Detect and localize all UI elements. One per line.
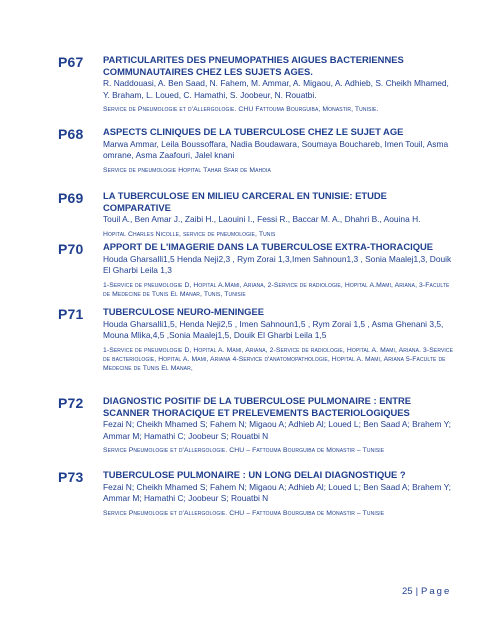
abstract-affiliation: 1-Service de pneumologie D, Hopital A.Mami, Ariana, 2-Service de radiologie, Hopital A.Mami, Ariana, 3-Faculte de Medecine de Tunis El Manar, Tunis, Tunisie — [103, 281, 450, 298]
abstract-affiliation: Service de Pneumologie et d'Allergologie. CHU Fattouma Bourguiba, Monastir, Tunisie. — [103, 106, 379, 113]
abstract-title: TUBERCULOSE NEURO-MENINGEE — [103, 306, 264, 317]
abstract-code: P71 — [58, 306, 84, 322]
abstract-authors: Houda Gharsalli1,5, Henda Neji2,5 , Imen Sahnoun1,5 , Rym Zorai 1,5 , Asma Ghenani 3,5, Mouna Mlika,4,5 ,Sonia Maalej1,5, Douik El Gharbi Leila 1,5 — [103, 318, 444, 340]
abstract-authors: Fezai N; Cheikh Mhamed S; Fahem N; Migaou A; Adhieb Al; Loued L; Ben Saad A; Brahem Y; Ammar M; Hamathi C; Joobeur S; Rouatbi N — [103, 419, 451, 441]
abstract-code: P73 — [58, 469, 84, 485]
page-footer — [402, 586, 451, 597]
page-number: 25 — [402, 586, 413, 597]
abstract-authors: Houda Gharsalli1,5 Henda Neji2,3 , Rym Zorai 1,3,Imen Sahnoun1,3 , Sonia Maalej1,3, Douik El Gharbi Leila 1,3 — [103, 253, 452, 275]
abstract-code: P68 — [58, 126, 84, 142]
abstract-authors: Touil A., Ben Amar J., Zaibi H., Laouini I., Fessi R., Baccar M. A., Dhahri B., Aouina H. — [103, 214, 421, 224]
abstract-title: LA TUBERCULOSE EN MILIEU CARCERAL EN TUNISIE: ETUDE COMPARATIVE — [103, 190, 387, 213]
abstract-code: P72 — [58, 395, 84, 411]
abstract-authors: Marwa Ammar, Leila Boussoffara, Nadia Boudawara, Soumaya Bouchareb, Imen Touil, Asma omrane, Asma Zaafouri, Jalel knani — [103, 138, 449, 160]
abstract-authors: Fezai N; Cheikh Mhamed S; Fahem N; Migaou A; Adhieb Al; Loued L; Ben Saad A; Brahem Y; Ammar M; Hamathi C; Joobeur S; Rouatbi N — [103, 481, 451, 503]
abstract-affiliation: Service Pneumologie et d'Allergologie. CHU – Fattouma Bourguiba de Monastir – Tunisie — [103, 509, 385, 517]
abstract-affiliation: Service Pneumologie et d'Allergologie. CHU – Fattouma Bourguiba de Monastir – Tunisie — [103, 447, 385, 454]
abstract-title: APPORT DE L'IMAGERIE DANS LA TUBERCULOSE EXTRA-THORACIQUE — [103, 241, 434, 252]
abstract-code: P67 — [58, 54, 84, 70]
abstract-code: P69 — [58, 190, 84, 206]
footer-separator: | — [415, 586, 419, 597]
abstract-title: ASPECTS CLINIQUES DE LA TUBERCULOSE CHEZ LE SUJET AGE — [103, 126, 404, 137]
abstract-title: PARTICULARITES DES PNEUMOPATHIES AIGUES BACTERIENNES COMMUNAUTAIRES CHEZ LES SUJETS AGES. — [103, 54, 404, 77]
abstract-authors: R. Naddouasi, A. Ben Saad, N. Fahem, M. Ammar, A. Migaou, A. Adhieb, S. Cheikh Mhamed, Y. Braham, L. Loued, C. Hamathi, S. Joobeur, N. Rouatbi. — [103, 78, 449, 100]
abstract-title: TUBERCULOSE PULMONAIRE : UN LONG DELAI DIAGNOSTIQUE ? — [103, 469, 406, 480]
abstract-affiliation: Hopital Charles Nicolle, service de pneumologie, Tunis — [103, 230, 276, 238]
abstract-affiliation: 1-Service de pneumologie D, Hopital A. Mami, Ariana, 2-Service de radiologie, Hopital A. Mami, Ariana. 3-Service de bacteriologie, Hopital A. Mami, Ariana 4-Service d'anatomopathologie, Hopital A. Mami, Ariana 5-Faculte de Medecine de Tunis El Manar, — [103, 346, 454, 372]
page-label: Page — [421, 586, 452, 597]
abstract-affiliation: Service de pneumologie Hopital Tahar Sfar de Mahdia — [103, 166, 271, 174]
abstract-title: DIAGNOSTIC POSITIF DE LA TUBERCULOSE PULMONAIRE : ENTRE SCANNER THORACIQUE ET PRELEVEMENTS BACTERIOLOGIQUES — [103, 395, 411, 418]
abstract-code: P70 — [58, 241, 84, 257]
